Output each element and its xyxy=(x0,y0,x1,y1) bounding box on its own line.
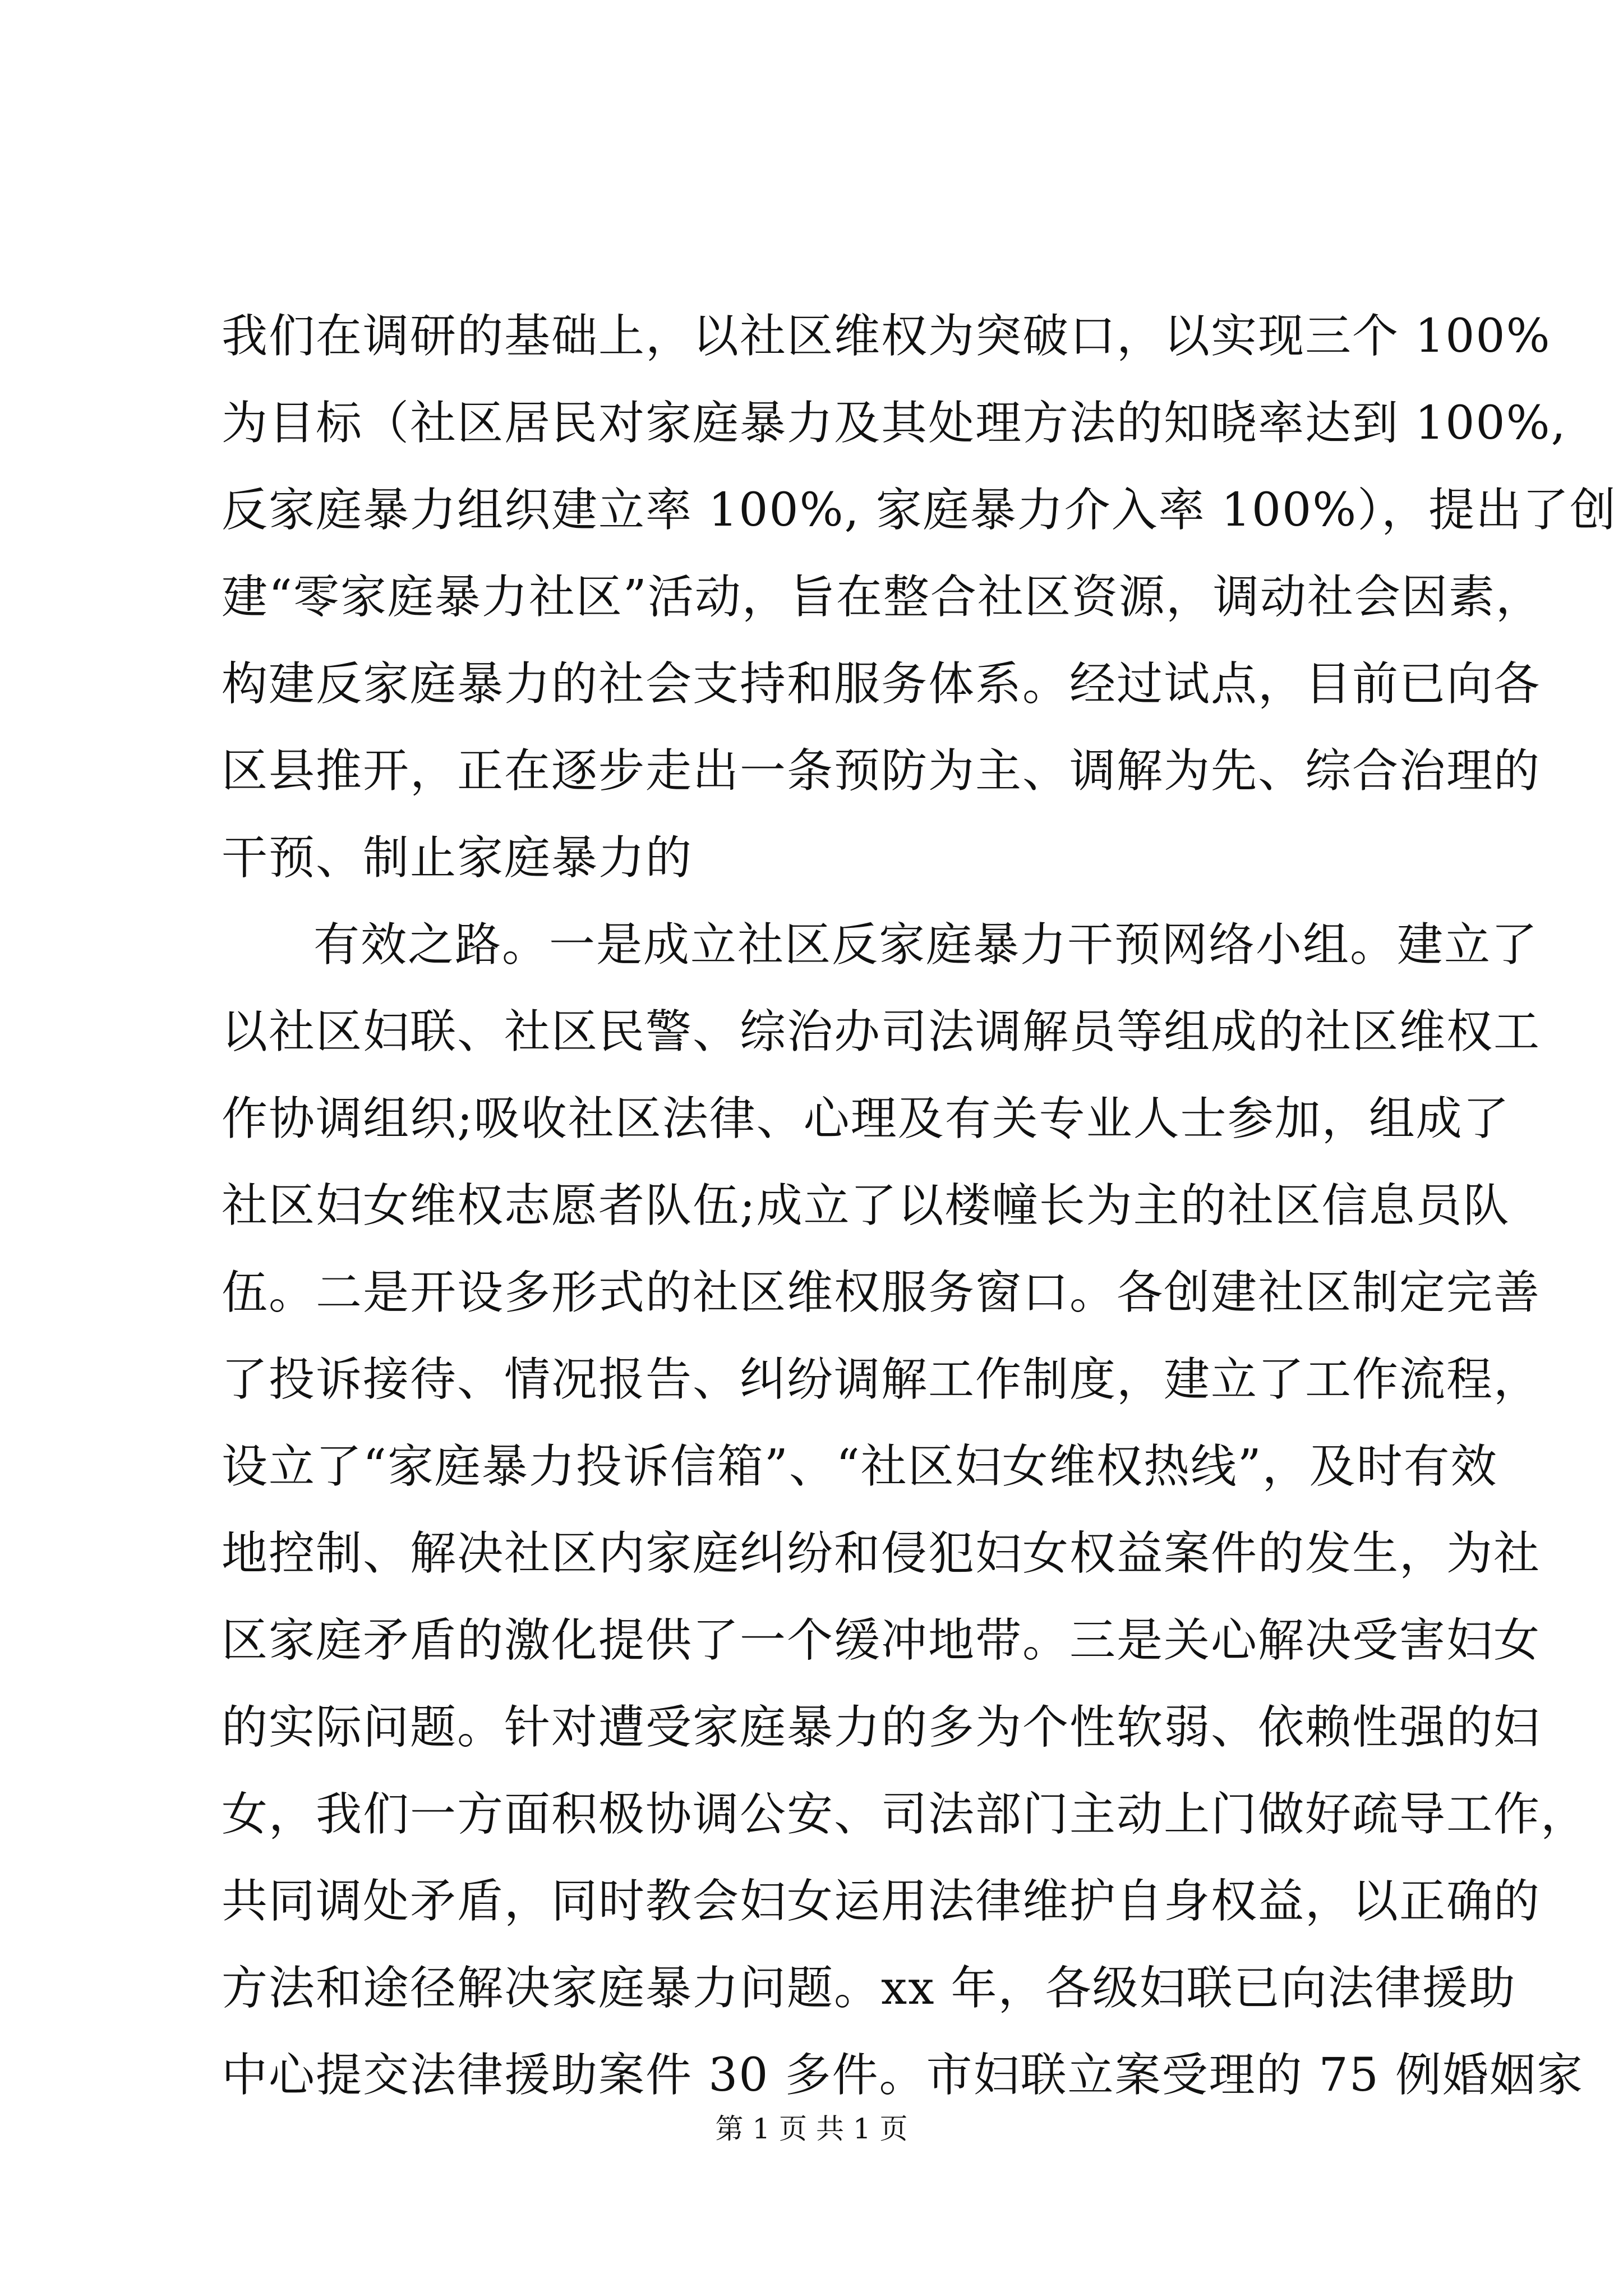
text-line: 干预、制止家庭暴力的 xyxy=(222,831,693,885)
text-line: 的实际问题。针对遭受家庭暴力的多为个性软弱、依赖性强的妇 xyxy=(222,1701,1541,1754)
text-line: 以社区妇联、社区民警、综治办司法调解员等组成的社区维权工 xyxy=(222,1005,1541,1059)
body-text xyxy=(222,293,1617,2119)
text-line: 区县推开，正在逐步走出一条预防为主、调解为先、综合治理的 xyxy=(222,744,1541,798)
text-line: 方法和途径解决家庭暴力问题。xx 年，各级妇联已向法律援助 xyxy=(222,1962,1516,2015)
page-number-footer: 第 1 页 共 1 页 xyxy=(715,2113,908,2145)
text-line: 女，我们一方面积极协调公安、司法部门主动上门做好疏导工作， xyxy=(222,1788,1588,1841)
text-line: 区家庭矛盾的激化提供了一个缓冲地带。三是关心解决受害妇女 xyxy=(222,1614,1541,1667)
text-line: 中心提交法律援助案件 30 多件。市妇联立案受理的 75 例婚姻家 xyxy=(222,2049,1584,2102)
text-line: 社区妇女维权志愿者队伍;成立了以楼幢长为主的社区信息员队 xyxy=(222,1179,1510,1232)
text-line: 作协调组织;吸收社区法律、心理及有关专业人士参加，组成了 xyxy=(222,1092,1510,1145)
text-line: 构建反家庭暴力的社会支持和服务体系。经过试点，目前已向各 xyxy=(222,657,1541,711)
text-line: 伍。二是开设多形式的社区维权服务窗口。各创建社区制定完善 xyxy=(222,1266,1541,1319)
text-line: 有效之路。一是成立社区反家庭暴力干预网络小组。建立了 xyxy=(313,918,1539,972)
text-line: 地控制、解决社区内家庭纠纷和侵犯妇女权益案件的发生，为社 xyxy=(222,1527,1541,1580)
text-line: 设立了“家庭暴力投诉信箱”、“社区妇女维权热线”，及时有效 xyxy=(222,1440,1498,1493)
text-line: 建“零家庭暴力社区”活动，旨在整合社区资源，调动社会因素， xyxy=(222,570,1543,624)
text-line: 反家庭暴力组织建立率 100%, 家庭暴力介入率 100%），提出了创 xyxy=(222,484,1617,537)
text-line: 我们在调研的基础上，以社区维权为突破口，以实现三个 100% xyxy=(222,310,1551,363)
text-line: 了投诉接待、情况报告、纠纷调解工作制度，建立了工作流程， xyxy=(222,1353,1541,1406)
text-line: 为目标（社区居民对家庭暴力及其处理方法的知晓率达到 100%, xyxy=(222,397,1567,450)
text-line: 共同调处矛盾，同时教会妇女运用法律维护自身权益，以正确的 xyxy=(222,1875,1541,1928)
